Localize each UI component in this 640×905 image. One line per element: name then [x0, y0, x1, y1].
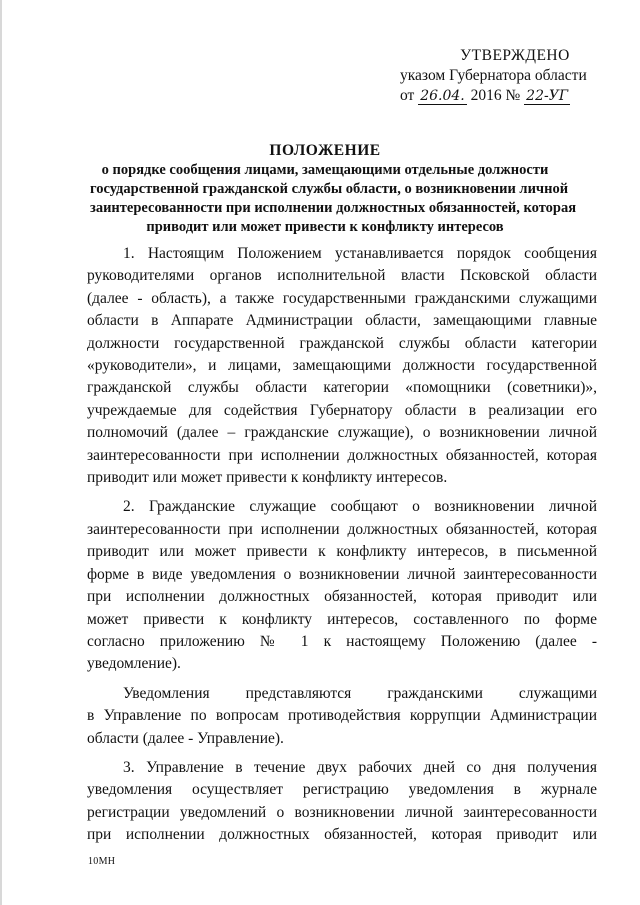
text-line: при исполнении должностных обязанностей, которая приводит или	[87, 826, 597, 844]
text-line: при исполнении должностных обязанностей, которая приводит или	[87, 588, 597, 606]
text-line: гражданской службы области категории «помощники (советники)»,	[87, 379, 597, 397]
heading-line: о порядке сообщения лицами, замещающими отдельные должности	[101, 162, 549, 178]
text-line: Уведомления представляются гражданскими служащими	[123, 684, 597, 702]
approval-year: 2016 №	[470, 87, 521, 104]
text-line: заинтересованности при исполнении должностных обязанностей, которая	[87, 520, 597, 538]
text-line: уведомления осуществляет регистрацию уведомления в журнале	[87, 781, 597, 799]
document-heading	[90, 141, 577, 237]
paragraph-1	[87, 243, 597, 489]
document-title: ПОЛОЖЕНИЕ	[269, 142, 381, 159]
page-scan-edge	[0, 0, 2, 905]
text-line: согласно приложению № 1 к настоящему Положению (далее -	[87, 632, 597, 650]
approval-date-line	[400, 86, 630, 106]
text-line: регистрации уведомлений о возникновении личной заинтересованности	[87, 803, 597, 821]
text-line: области в Аппарате Администрации области, замещающими главные	[87, 312, 597, 330]
text-line: (далее - область), а также государственными гражданскими служащими	[87, 289, 597, 307]
text-line: в Управление по вопросам противодействия коррупции Администрации	[87, 707, 597, 725]
text-line: приводит или может привести к конфликту интересов.	[87, 469, 448, 487]
approval-date-handwritten: 26.04.	[420, 88, 465, 104]
heading-line: приводит или может привести к конфликту интересов	[146, 219, 504, 235]
paragraph-3	[87, 757, 597, 847]
approval-authority: указом Губернатора области	[400, 67, 587, 84]
text-line: форме в виде уведомления о возникновении личной заинтересованности	[87, 565, 597, 583]
paragraph-2	[87, 496, 597, 675]
document-body	[87, 243, 597, 854]
approval-title: УТВЕРЖДЕНО	[460, 47, 570, 64]
text-line: «руководители», и лицами, замещающими должности государственной	[87, 357, 597, 375]
heading-line: заинтересованности при исполнении должностных обязанностей, которая	[90, 200, 577, 216]
text-line: может привести к конфликту интересов, составленного по форме	[87, 610, 597, 628]
approval-date-prefix: от	[400, 87, 415, 104]
text-line: 2. Гражданские служащие сообщают о возникновении личной	[123, 498, 597, 516]
text-line: приводит или может привести к конфликту интересов, в письменной	[87, 543, 597, 561]
text-line: заинтересованности при исполнении должностных обязанностей, которая	[87, 446, 597, 464]
approval-stamp	[400, 46, 630, 106]
heading-line: государственной гражданской службы области, о возникновении личной	[90, 181, 569, 197]
text-line: 1. Настоящим Положением устанавливается порядок сообщения	[123, 245, 597, 262]
approval-number-handwritten: 22-УГ	[526, 88, 569, 104]
text-line: области (далее - Управление).	[87, 729, 284, 747]
text-line: уведомление).	[87, 655, 181, 673]
text-line: должности государственной гражданской службы области категории	[87, 334, 597, 352]
text-line: 3. Управление в течение двух рабочих дней со дня получения	[123, 758, 597, 776]
text-line: учреждаемые для содействия Губернатору области в реализации его	[87, 401, 597, 419]
footer-document-code: 10МН	[88, 856, 116, 867]
paragraph-2-continued	[87, 683, 597, 750]
text-line: руководителями органов исполнительной власти Псковской области	[87, 267, 597, 285]
text-line: полномочий (далее – гражданские служащие), о возникновении личной	[87, 424, 597, 442]
